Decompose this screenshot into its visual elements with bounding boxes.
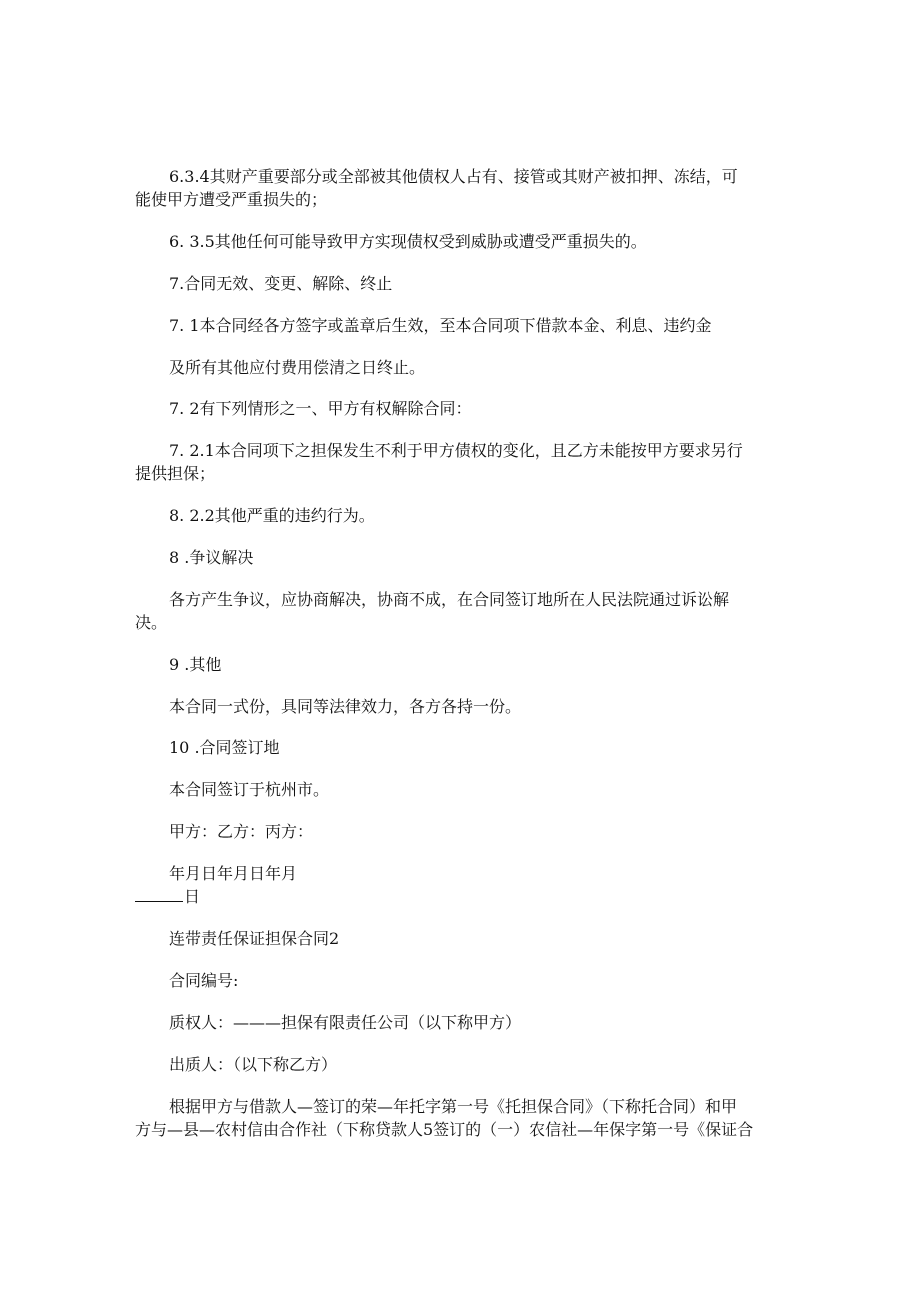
clause-8-2-2: 8. 2.2其他严重的违约行为。 [169,506,375,525]
contract-number-label: 合同编号: [169,971,239,990]
pledgor-line: 出质人：（以下称乙方） [169,1055,338,1074]
clause-7-1: 7. 1本合同经各方签字或盖章后生效，至本合同项下借款本金、利息、违约金 [169,316,712,335]
clause-7-2-1-line1: 7. 2.1本合同项下之担保发生不利于甲方债权的变化，且乙方未能按甲方要求另行 [169,441,743,460]
pledgee-line: 质权人：———担保有限责任公司（以下称甲方） [169,1013,522,1032]
section-7-heading: 7.合同无效、变更、解除、终止 [169,274,393,293]
contract-2-title: 连带责任保证担保合同2 [169,929,340,948]
preamble-line2: 方与—县—农村信由合作社（下称贷款人5签订的（一）农信社—年保字第一号《保证合 [135,1120,754,1139]
parties-signature-labels: 甲方：乙方：丙方： [169,822,314,841]
section-9-heading: 9 .其他 [169,655,222,674]
signature-dates-line1: 年月日年月日年月 [169,864,298,883]
signature-dates-line2 [0,886,920,908]
date-blank [135,886,183,902]
date-day-label: 日 [184,887,201,906]
preamble-line1: 根据甲方与借款人—签订的荣—年托字第一号《托担保合同》（下称托合同）和甲 [169,1097,738,1116]
section-10-heading: 10 .合同签订地 [169,738,280,757]
clause-7-2-1-line2: 提供担保； [135,464,216,483]
section-8-heading: 8 .争议解决 [169,548,254,567]
clause-7-2: 7. 2有下列情形之一、甲方有权解除合同： [169,399,472,418]
clause-6-3-4-line1: 6.3.4其财产重要部分或全部被其他债权人占有、接管或其财产被扣押、冻结，可 [169,167,738,186]
copies-paragraph: 本合同一式份，具同等法律效力，各方各持一份。 [169,697,522,716]
dispute-paragraph-line1: 各方产生争议，应协商解决，协商不成，在合同签订地所在人民法院通过诉讼解 [169,590,730,609]
signing-place: 本合同签订于杭州市。 [169,780,330,799]
clause-6-3-5: 6. 3.5其他任何可能导致甲方实现债权受到威胁或遭受严重损失的。 [169,232,647,251]
clause-7-1-continued: 及所有其他应付费用偿清之日终止。 [169,358,426,377]
clause-6-3-4-line2: 能使甲方遭受严重损失的； [135,190,328,209]
dispute-paragraph-line2: 决。 [135,613,168,632]
